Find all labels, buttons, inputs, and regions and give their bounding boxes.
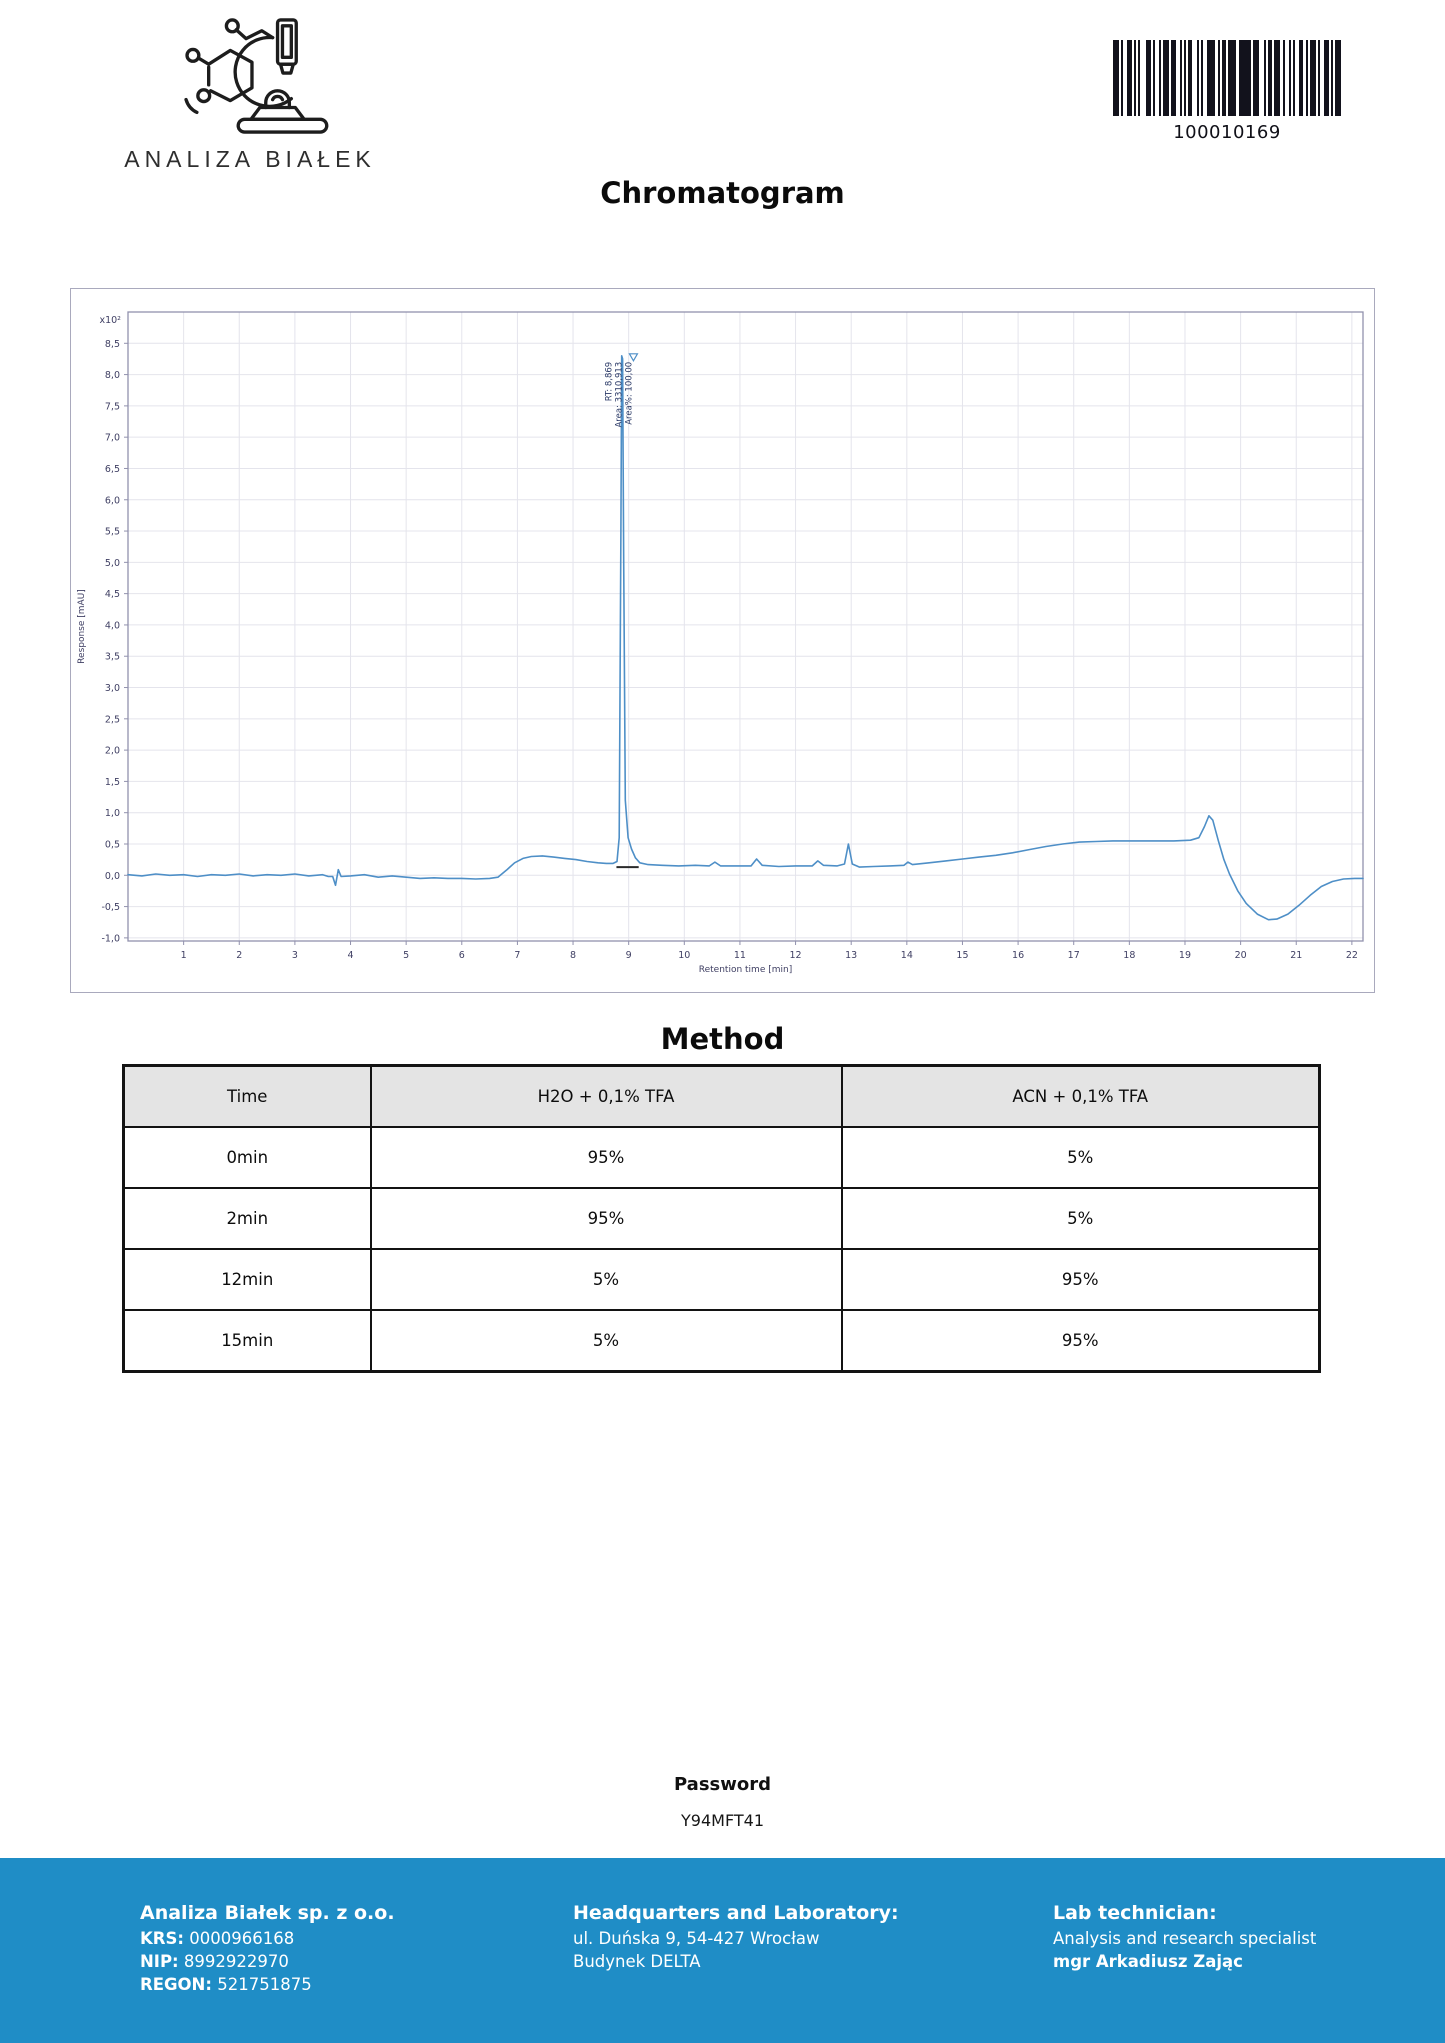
y-scale-label: x10² bbox=[99, 315, 121, 326]
barcode-bars bbox=[1109, 40, 1345, 116]
y-tick-label: 6,5 bbox=[104, 463, 120, 475]
barcode-bar bbox=[1228, 40, 1236, 116]
x-tick-label: 8 bbox=[570, 950, 577, 961]
chromatogram-chart bbox=[70, 288, 1375, 997]
y-tick-label: 5,0 bbox=[104, 557, 120, 569]
barcode-bar bbox=[1335, 40, 1341, 116]
x-tick-label: 18 bbox=[1123, 950, 1136, 961]
x-tick-label: 19 bbox=[1178, 950, 1192, 961]
x-tick-label: 6 bbox=[458, 950, 465, 961]
x-tick-label: 10 bbox=[678, 950, 691, 961]
method-cell: 95% bbox=[842, 1310, 1320, 1372]
method-cell: 12min bbox=[124, 1249, 371, 1310]
method-table bbox=[122, 1064, 1321, 1373]
x-tick-label: 7 bbox=[514, 950, 521, 961]
barcode-bar bbox=[1207, 40, 1215, 116]
company-krs: KRS: 0000966168 bbox=[140, 1929, 295, 1949]
x-tick-label: 22 bbox=[1345, 950, 1358, 961]
y-tick-label: 1,5 bbox=[104, 776, 120, 788]
x-tick-label: 12 bbox=[789, 950, 802, 961]
method-cell: 5% bbox=[371, 1249, 842, 1310]
chromatogram-title: Chromatogram bbox=[600, 176, 845, 210]
y-tick-label: 2,5 bbox=[104, 714, 120, 726]
method-cell: 2min bbox=[124, 1188, 371, 1249]
logo-text: ANALIZA BIAŁEK bbox=[124, 146, 376, 172]
company-name: Analiza Białek sp. z o.o. bbox=[140, 1902, 395, 1924]
tech-role: Analysis and research specialist bbox=[1053, 1929, 1317, 1949]
x-tick-label: 4 bbox=[347, 950, 354, 961]
x-tick-label: 14 bbox=[900, 950, 913, 961]
method-cell: 95% bbox=[371, 1127, 842, 1188]
y-axis-title: Response [mAU] bbox=[77, 589, 87, 664]
peak-annotation-line: Area%: 100,00 bbox=[624, 361, 635, 425]
barcode-bar bbox=[1239, 40, 1252, 116]
x-tick-label: 2 bbox=[236, 950, 243, 961]
hq-address: ul. Duńska 9, 54-427 Wrocław bbox=[573, 1929, 820, 1949]
y-tick-label: 4,5 bbox=[104, 589, 120, 601]
method-col-header: Time bbox=[124, 1066, 371, 1128]
footer bbox=[0, 1858, 1445, 2043]
x-tick-label: 11 bbox=[733, 950, 746, 961]
hq-building: Budynek DELTA bbox=[573, 1951, 701, 1971]
chart-outer-frame bbox=[71, 289, 1375, 993]
method-cell: 15min bbox=[124, 1310, 371, 1372]
barcode bbox=[1109, 40, 1345, 143]
y-tick-label: 7,0 bbox=[104, 432, 120, 444]
tech-title: Lab technician: bbox=[1053, 1902, 1217, 1924]
method-cell: 5% bbox=[842, 1188, 1320, 1249]
footer-headquarters bbox=[573, 1900, 899, 1974]
method-col-header: ACN + 0,1% TFA bbox=[842, 1066, 1320, 1128]
y-tick-label: 6,0 bbox=[104, 495, 120, 507]
footer-lab-technician bbox=[1053, 1900, 1316, 1974]
y-tick-label: 0,5 bbox=[104, 839, 120, 851]
method-row bbox=[124, 1188, 1320, 1249]
method-body bbox=[124, 1127, 1320, 1372]
x-tick-label: 9 bbox=[625, 950, 632, 961]
x-tick-label: 16 bbox=[1012, 950, 1025, 961]
company-regon: REGON: 521751875 bbox=[140, 1974, 312, 1994]
x-tick-label: 13 bbox=[845, 950, 858, 961]
y-tick-label: 1,0 bbox=[104, 808, 120, 820]
password-label: Password bbox=[673, 1774, 772, 1795]
x-axis-title: Retention time [min] bbox=[698, 965, 793, 975]
method-row bbox=[124, 1127, 1320, 1188]
y-tick-label: 4,0 bbox=[104, 620, 120, 632]
peak-annotation-line: Area: 3310,913 bbox=[614, 361, 625, 428]
x-tick-label: 5 bbox=[403, 950, 410, 961]
hq-title: Headquarters and Laboratory: bbox=[573, 1902, 899, 1924]
footer-company bbox=[140, 1900, 395, 1997]
method-cell: 0min bbox=[124, 1127, 371, 1188]
company-logo bbox=[100, 16, 400, 173]
method-cell: 5% bbox=[371, 1310, 842, 1372]
x-tick-label: 21 bbox=[1290, 950, 1303, 961]
y-tick-label: 3,0 bbox=[104, 683, 120, 695]
x-tick-label: 15 bbox=[956, 950, 969, 961]
chromatogram-plot bbox=[70, 288, 1375, 993]
y-tick-label: 8,0 bbox=[104, 370, 120, 382]
method-row bbox=[124, 1310, 1320, 1372]
x-tick-label: 3 bbox=[291, 950, 298, 961]
y-tick-label: 8,5 bbox=[104, 338, 120, 350]
y-tick-label: 5,5 bbox=[104, 526, 120, 538]
y-tick-label: 3,5 bbox=[104, 651, 120, 663]
barcode-number: 100010169 bbox=[1173, 122, 1281, 143]
password-section bbox=[0, 1774, 1445, 1830]
method-col-header: H2O + 0,1% TFA bbox=[371, 1066, 842, 1128]
y-tick-label: -1,0 bbox=[101, 933, 120, 945]
company-nip: NIP: 8992922970 bbox=[140, 1951, 289, 1971]
x-tick-label: 17 bbox=[1067, 950, 1080, 961]
y-tick-label: 7,5 bbox=[104, 401, 120, 413]
x-tick-label: 20 bbox=[1234, 950, 1247, 961]
peak-marker-triangle bbox=[629, 354, 637, 361]
response-trace bbox=[128, 356, 1363, 920]
method-row bbox=[124, 1249, 1320, 1310]
method-title: Method bbox=[660, 1022, 785, 1056]
microscope-molecule-icon bbox=[171, 16, 329, 138]
y-tick-label: 0,0 bbox=[104, 870, 120, 882]
tech-name: mgr Arkadiusz Zając bbox=[1053, 1951, 1243, 1971]
y-tick-label: 2,0 bbox=[104, 745, 120, 757]
x-tick-label: 1 bbox=[180, 950, 187, 961]
method-cell: 5% bbox=[842, 1127, 1320, 1188]
y-tick-label: -0,5 bbox=[101, 902, 120, 914]
method-cell: 95% bbox=[842, 1249, 1320, 1310]
peak-annotation-line: RT: 8,869 bbox=[604, 361, 615, 402]
method-header-row bbox=[124, 1066, 1320, 1128]
method-cell: 95% bbox=[371, 1188, 842, 1249]
password-value: Y94MFT41 bbox=[681, 1811, 764, 1830]
